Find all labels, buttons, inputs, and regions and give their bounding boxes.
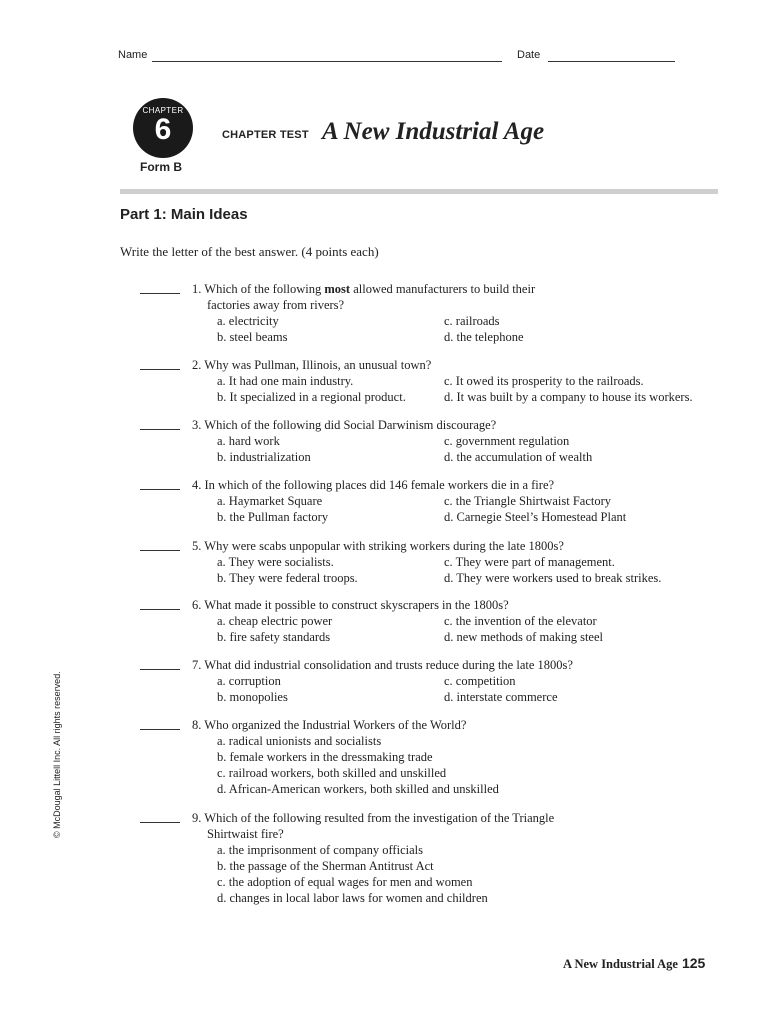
option-b: b. the passage of the Sherman Antitrust Act	[217, 859, 434, 873]
option-c: c. It owed its prosperity to the railroads.	[444, 374, 644, 388]
question-stem: 3. Which of the following did Social Darwinism discourage?	[192, 418, 497, 432]
option-a: a. the imprisonment of company officials	[217, 843, 423, 857]
answer-blank[interactable]	[140, 293, 180, 294]
question-stem: 9. Which of the following resulted from the investigation of the Triangle	[192, 811, 555, 825]
option-c: c. They were part of management.	[444, 555, 615, 569]
name-line	[152, 61, 502, 62]
option-a: a. radical unionists and socialists	[217, 734, 382, 748]
option-d: d. the telephone	[444, 330, 524, 344]
question-stem: 4. In which of the following places did 146 female workers die in a fire?	[192, 478, 555, 492]
answer-blank[interactable]	[140, 489, 180, 490]
footer-title: A New Industrial Age	[563, 957, 678, 971]
question-stem: 2. Why was Pullman, Illinois, an unusual town?	[192, 358, 432, 372]
option-a: a. cheap electric power	[217, 614, 333, 628]
chapter-badge	[133, 98, 193, 158]
section-divider	[120, 189, 718, 194]
option-d: d. It was built by a company to house its workers.	[444, 390, 693, 404]
question-stem: 5. Why were scabs unpopular with striking workers during the late 1800s?	[192, 539, 564, 553]
option-a: a. They were socialists.	[217, 555, 334, 569]
option-d: d. new methods of making steel	[444, 630, 603, 644]
option-c: c. railroads	[444, 314, 500, 328]
option-c: c. the Triangle Shirtwaist Factory	[444, 494, 611, 508]
option-b: b. It specialized in a regional product.	[217, 390, 406, 404]
date-label: Date	[517, 49, 541, 61]
page-number: 125	[681, 955, 706, 971]
chapter-number: 6	[154, 113, 172, 146]
option-b: b. They were federal troops.	[217, 571, 358, 585]
option-c: c. railroad workers, both skilled and unskilled	[217, 766, 447, 780]
answer-blank[interactable]	[140, 429, 180, 430]
answer-blank[interactable]	[140, 669, 180, 670]
option-a: a. Haymarket Square	[217, 494, 323, 508]
name-label: Name	[118, 49, 148, 61]
option-d: d. African-American workers, both skilled and unskilled	[217, 782, 499, 796]
option-b: b. industrialization	[217, 450, 311, 464]
question-stem: 1. Which of the following most allowed manufacturers to build their	[192, 282, 536, 296]
question-stem: 6. What made it possible to construct skyscrapers in the 1800s?	[192, 598, 509, 612]
answer-blank[interactable]	[140, 729, 180, 730]
chapter-word: CHAPTER	[142, 106, 184, 115]
answer-blank[interactable]	[140, 822, 180, 823]
page-footer	[563, 955, 705, 973]
answer-blank[interactable]	[140, 550, 180, 551]
option-d: d. They were workers used to break strikes.	[444, 571, 662, 585]
option-d: d. interstate commerce	[444, 690, 558, 704]
answer-blank[interactable]	[140, 609, 180, 610]
option-a: a. hard work	[217, 434, 280, 448]
instructions: Write the letter of the best answer. (4 points each)	[120, 244, 379, 259]
option-c: c. government regulation	[444, 434, 570, 448]
option-b: b. fire safety standards	[217, 630, 331, 644]
option-a: a. It had one main industry.	[217, 374, 354, 388]
chapter-test-label: CHAPTER TEST	[222, 129, 309, 141]
part-heading: Part 1: Main Ideas	[120, 206, 248, 223]
option-d: d. changes in local labor laws for women and children	[217, 891, 488, 905]
option-d: d. the accumulation of wealth	[444, 450, 593, 464]
question-stem-line2: Shirtwaist fire?	[207, 827, 284, 841]
page-title: A New Industrial Age	[322, 118, 545, 145]
answer-blank[interactable]	[140, 369, 180, 370]
option-b: b. monopolies	[217, 690, 288, 704]
option-a: a. electricity	[217, 314, 279, 328]
option-b: b. female workers in the dressmaking trade	[217, 750, 433, 764]
question-stem: 7. What did industrial consolidation and trusts reduce during the late 1800s?	[192, 658, 573, 672]
option-c: c. the adoption of equal wages for men and women	[217, 875, 473, 889]
option-b: b. the Pullman factory	[217, 510, 329, 524]
question-stem-line2: factories away from rivers?	[207, 298, 345, 312]
option-c: c. the invention of the elevator	[444, 614, 597, 628]
date-line	[548, 61, 675, 62]
option-b: b. steel beams	[217, 330, 288, 344]
option-d: d. Carnegie Steel’s Homestead Plant	[444, 510, 627, 524]
copyright-notice: © McDougal Littell Inc. All rights reserved.	[52, 671, 62, 838]
option-a: a. corruption	[217, 674, 281, 688]
question-stem: 8. Who organized the Industrial Workers of the World?	[192, 718, 467, 732]
option-c: c. competition	[444, 674, 516, 688]
form-label: Form B	[140, 160, 182, 174]
